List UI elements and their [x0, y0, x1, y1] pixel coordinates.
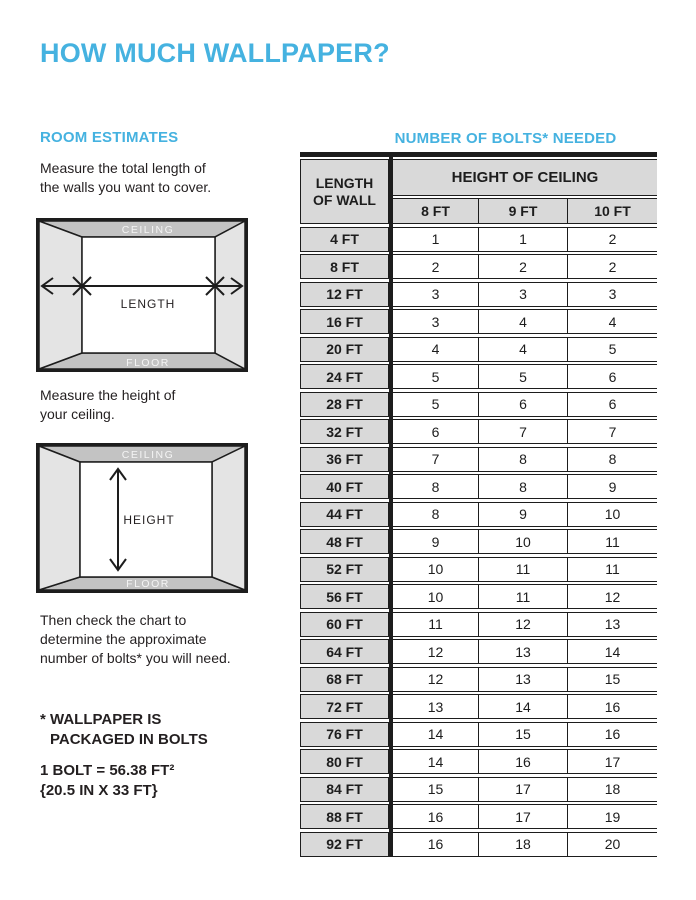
wall-length-cell: 88 FT [300, 804, 389, 829]
table-row [300, 584, 657, 609]
table-row [300, 639, 657, 664]
bolt-count-cell: 16 [478, 749, 567, 774]
bolt-count-cell: 2 [567, 227, 657, 252]
wall-length-cell: 48 FT [300, 529, 389, 554]
bolt-count-cell: 11 [393, 612, 478, 637]
bolt-count-cell: 17 [567, 749, 657, 774]
table-row [300, 474, 657, 499]
bolt-count-cell: 2 [478, 254, 567, 279]
right-wall-panel [212, 446, 245, 590]
bolt-count-cell: 3 [393, 282, 478, 307]
bolt-count-cell: 13 [478, 667, 567, 692]
bolt-size-info [40, 761, 174, 801]
table-row [300, 529, 657, 554]
footnote-line: PACKAGED IN BOLTS [50, 731, 208, 748]
bolt-count-cell: 6 [393, 419, 478, 444]
wall-length-cell: 84 FT [300, 777, 389, 802]
table-row [300, 667, 657, 692]
wall-length-cell: 92 FT [300, 832, 389, 857]
bolt-count-cell: 13 [393, 694, 478, 719]
floor-label: FLOOR [126, 357, 170, 369]
footnote-wallpaper-bolts [40, 710, 208, 750]
bolt-count-cell: 11 [567, 557, 657, 582]
table-body [300, 227, 657, 857]
wall-length-cell: 56 FT [300, 584, 389, 609]
wall-length-cell: 44 FT [300, 502, 389, 527]
table-row [300, 749, 657, 774]
column-header-9ft: 9 FT [478, 198, 567, 224]
instruction-measure-length [40, 159, 211, 197]
wall-length-cell: 68 FT [300, 667, 389, 692]
bolt-count-cell: 10 [393, 584, 478, 609]
instruction-line: determine the approximate [40, 631, 207, 647]
bolt-count-cell: 7 [478, 419, 567, 444]
asterisk: * [40, 711, 46, 728]
bolt-count-cell: 3 [567, 282, 657, 307]
bolt-count-cell: 10 [393, 557, 478, 582]
instruction-line: the walls you want to cover. [40, 179, 212, 195]
instruction-line: Measure the height of [40, 387, 176, 403]
bolt-count-cell: 4 [393, 337, 478, 362]
bolt-count-cell: 4 [478, 309, 567, 334]
bolt-count-cell: 16 [567, 694, 657, 719]
wall-length-cell: 64 FT [300, 639, 389, 664]
bolt-count-cell: 2 [393, 254, 478, 279]
bolt-count-cell: 14 [393, 749, 478, 774]
bolt-count-cell: 18 [478, 832, 567, 857]
table-row [300, 364, 657, 389]
table-row [300, 502, 657, 527]
table-row [300, 282, 657, 307]
left-wall-panel [39, 446, 80, 590]
bolt-count-cell: 17 [478, 804, 567, 829]
instruction-measure-height [40, 386, 175, 424]
table-divider-bar [389, 152, 393, 857]
wall-length-cell: 36 FT [300, 447, 389, 472]
ceiling-label: CEILING [121, 224, 175, 236]
table-row [300, 227, 657, 252]
footnote-line: WALLPAPER IS [50, 711, 162, 728]
instruction-line: Measure the total length of [40, 160, 206, 176]
bolt-count-cell: 18 [567, 777, 657, 802]
bolt-count-cell: 14 [393, 722, 478, 747]
instruction-line: Then check the chart to [40, 612, 187, 628]
table-row [300, 392, 657, 417]
column-header-10ft: 10 FT [567, 198, 657, 224]
bolt-count-cell: 7 [567, 419, 657, 444]
wall-length-cell: 28 FT [300, 392, 389, 417]
ceiling-label: CEILING [121, 449, 175, 461]
length-of-wall-header [300, 159, 389, 224]
bolt-count-cell: 8 [478, 447, 567, 472]
table-row [300, 612, 657, 637]
bolt-count-cell: 4 [567, 309, 657, 334]
bolt-count-cell: 12 [567, 584, 657, 609]
table-row [300, 832, 657, 857]
wall-length-cell: 52 FT [300, 557, 389, 582]
bolt-count-cell: 11 [567, 529, 657, 554]
table-row [300, 254, 657, 279]
bolt-count-cell: 2 [567, 254, 657, 279]
floor-label: FLOOR [126, 578, 170, 590]
bolt-count-cell: 17 [478, 777, 567, 802]
table-row [300, 309, 657, 334]
table-row [300, 419, 657, 444]
table-row [300, 777, 657, 802]
bolts-needed-table [300, 152, 657, 857]
room-length-diagram [36, 218, 248, 372]
bolt-count-cell: 9 [478, 502, 567, 527]
bolt-count-cell: 20 [567, 832, 657, 857]
column-header-8ft: 8 FT [393, 198, 478, 224]
bolt-count-cell: 1 [393, 227, 478, 252]
bolt-count-cell: 3 [478, 282, 567, 307]
bolt-count-cell: 15 [393, 777, 478, 802]
bolt-count-cell: 5 [567, 337, 657, 362]
table-row [300, 722, 657, 747]
bolt-count-cell: 16 [393, 832, 478, 857]
ceiling-subheader-row [393, 198, 657, 224]
bolt-count-cell: 12 [393, 667, 478, 692]
bolt-count-cell: 15 [478, 722, 567, 747]
instruction-line: your ceiling. [40, 406, 115, 422]
length-label: LENGTH [120, 297, 176, 311]
bolt-count-cell: 16 [393, 804, 478, 829]
wall-length-cell: 16 FT [300, 309, 389, 334]
bolt-count-cell: 9 [393, 529, 478, 554]
bolt-count-cell: 5 [478, 364, 567, 389]
wall-length-cell: 76 FT [300, 722, 389, 747]
bolt-count-cell: 10 [478, 529, 567, 554]
bolt-size-line: {20.5 IN X 33 FT} [40, 782, 158, 799]
header-line: OF WALL [313, 191, 376, 208]
bolt-count-cell: 13 [567, 612, 657, 637]
bolt-size-line: 1 BOLT = 56.38 FT² [40, 762, 175, 779]
footnote-text [50, 710, 208, 750]
bolt-count-cell: 1 [478, 227, 567, 252]
bolt-count-cell: 9 [567, 474, 657, 499]
wall-length-cell: 60 FT [300, 612, 389, 637]
wall-length-cell: 80 FT [300, 749, 389, 774]
wall-length-cell: 32 FT [300, 419, 389, 444]
header-line: LENGTH [315, 174, 374, 191]
bolt-count-cell: 12 [478, 612, 567, 637]
page-title: HOW MUCH WALLPAPER? [40, 38, 390, 68]
bolt-count-cell: 16 [567, 722, 657, 747]
bolt-count-cell: 8 [567, 447, 657, 472]
instruction-line: number of bolts* you will need. [40, 650, 231, 666]
bolt-count-cell: 8 [478, 474, 567, 499]
bolt-count-cell: 4 [478, 337, 567, 362]
section-title-room-estimates: ROOM ESTIMATES [40, 129, 179, 146]
bolt-count-cell: 7 [393, 447, 478, 472]
bolt-count-cell: 15 [567, 667, 657, 692]
table-row [300, 804, 657, 829]
table-row [300, 557, 657, 582]
bolt-count-cell: 6 [567, 392, 657, 417]
room-height-diagram [36, 443, 248, 593]
table-row [300, 337, 657, 362]
height-label: HEIGHT [123, 513, 175, 527]
bolt-count-cell: 12 [393, 639, 478, 664]
wall-length-cell: 4 FT [300, 227, 389, 252]
table-header [300, 159, 657, 224]
wall-length-cell: 40 FT [300, 474, 389, 499]
bolt-count-cell: 13 [478, 639, 567, 664]
wall-length-cell: 8 FT [300, 254, 389, 279]
bolt-count-cell: 19 [567, 804, 657, 829]
bolt-count-cell: 6 [567, 364, 657, 389]
bolt-count-cell: 11 [478, 557, 567, 582]
bolt-count-cell: 11 [478, 584, 567, 609]
bolt-count-cell: 14 [567, 639, 657, 664]
wall-length-cell: 24 FT [300, 364, 389, 389]
bolt-count-cell: 8 [393, 502, 478, 527]
right-wall-panel [215, 221, 245, 369]
bolt-count-cell: 3 [393, 309, 478, 334]
bolt-count-cell: 8 [393, 474, 478, 499]
wall-length-cell: 72 FT [300, 694, 389, 719]
wall-length-cell: 12 FT [300, 282, 389, 307]
table-title: NUMBER OF BOLTS* NEEDED [394, 130, 617, 147]
bolt-count-cell: 10 [567, 502, 657, 527]
table-top-bar [300, 152, 657, 157]
left-wall-panel [39, 221, 82, 369]
height-of-ceiling-header: HEIGHT OF CEILING [393, 159, 657, 196]
instruction-check-chart [40, 611, 231, 668]
bolt-count-cell: 5 [393, 364, 478, 389]
table-row [300, 447, 657, 472]
bolt-count-cell: 14 [478, 694, 567, 719]
table-row [300, 694, 657, 719]
wall-length-cell: 20 FT [300, 337, 389, 362]
ceiling-header-group [393, 159, 657, 224]
bolt-count-cell: 6 [478, 392, 567, 417]
back-wall-panel [82, 237, 215, 353]
bolt-count-cell: 5 [393, 392, 478, 417]
